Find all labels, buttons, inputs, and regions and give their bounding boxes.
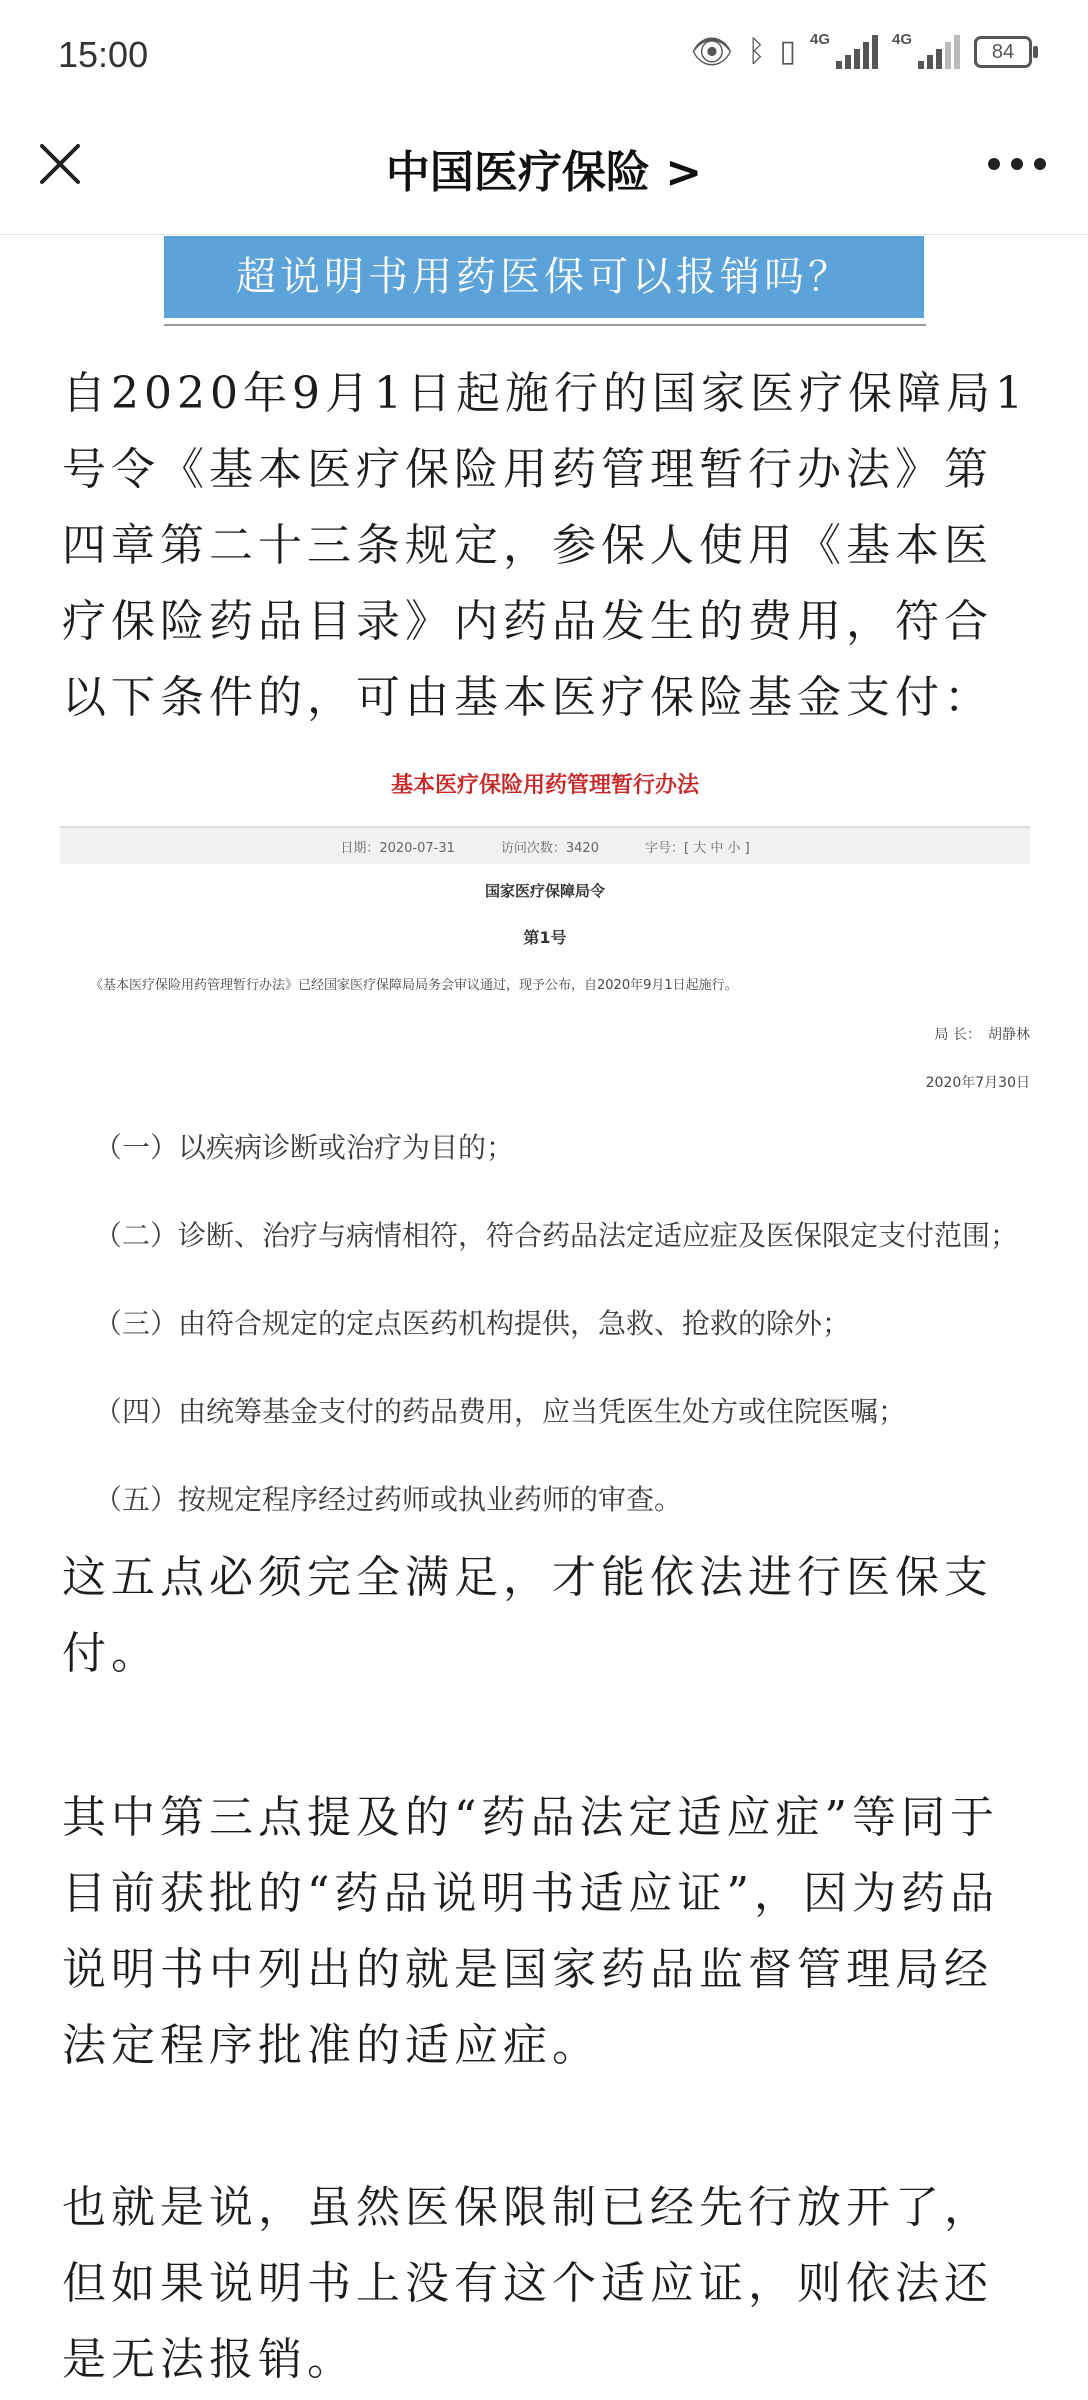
account-title-link[interactable]: 中国医疗保险 >	[385, 147, 703, 198]
document-image	[60, 748, 1030, 1516]
status-icons	[690, 32, 1032, 72]
banner-title: 超说明书用药医保可以报销吗？	[164, 236, 924, 318]
list-item: （二）诊断、治疗与病情相符，符合药品法定适应症及医保限定支付范围；	[94, 1219, 1019, 1252]
document-title: 基本医疗保险用药管理暂行办法	[390, 773, 699, 798]
article-banner	[164, 236, 926, 328]
battery-icon: 84	[974, 36, 1032, 68]
cell-signal-icon	[810, 31, 878, 69]
status-bar	[0, 0, 1088, 110]
paragraph-summary: 也就是说，虽然医保限制已经先行放开了，但如果说明书上没有这个适应证，则依法还是无法报销。	[62, 2182, 993, 2385]
network-type-label: 4G	[892, 31, 913, 48]
bluetooth-icon: ᛒ	[747, 35, 766, 68]
list-item: （三）由符合规定的定点医药机构提供，急救、抢救的除外；	[94, 1307, 851, 1340]
paragraph-intro: 自2020年9月1日起施行的国家医疗保障局1号令《基本医疗保险用药管理暂行办法》第四章第二十三条规定，参保人使用《基本医疗保险药品目录》内药品发生的费用，符合以下条件的，可由基本医疗保险基金支付：	[62, 368, 1028, 723]
document-body: 《基本医疗保险用药管理暂行办法》已经国家医疗保障局局务会审议通过，现予公布，自2020年9月1日起施行。	[90, 978, 738, 993]
document-number: 第1号	[523, 928, 567, 947]
paragraph-indication: 其中第三点提及的“药品法定适应症”等同于目前获批的“药品说明书适应证”，因为药品说明书中列出的就是国家药品监督管理局经法定程序批准的适应症。	[62, 1792, 999, 2071]
document-fontsize: 字号：[ 大 中 小 ]	[644, 840, 750, 856]
list-item: （五）按规定程序经过药师或执业药师的审查。	[94, 1483, 683, 1516]
document-visits: 访问次数：3420	[500, 840, 599, 856]
document-date: 日期：2020-07-31	[340, 840, 455, 856]
document-conditions-list	[94, 1116, 1034, 1556]
list-item: （一）以疾病诊断或治疗为目的；	[94, 1131, 515, 1164]
list-item: （四）由统筹基金支付的药品费用，应当凭医生处方或住院医嘱；	[94, 1395, 907, 1428]
document-sign-date: 2020年7月30日	[925, 1075, 1030, 1091]
document-meta	[60, 826, 1030, 864]
banner-divider	[164, 324, 926, 326]
status-time: 15:00	[58, 34, 149, 75]
vibrate-icon: ▯	[779, 35, 796, 68]
document-issuer: 国家医疗保障局令	[484, 882, 605, 900]
more-icon[interactable]	[988, 158, 1046, 172]
cell-signal-icon	[892, 31, 960, 69]
nav-bar	[0, 110, 1088, 235]
paragraph-conclusion: 这五点必须完全满足，才能依法进行医保支付。	[62, 1552, 993, 1679]
network-type-label: 4G	[810, 31, 831, 48]
eye-icon: 👁	[690, 33, 734, 71]
document-signer: 局 长： 胡静林	[934, 1027, 1030, 1043]
